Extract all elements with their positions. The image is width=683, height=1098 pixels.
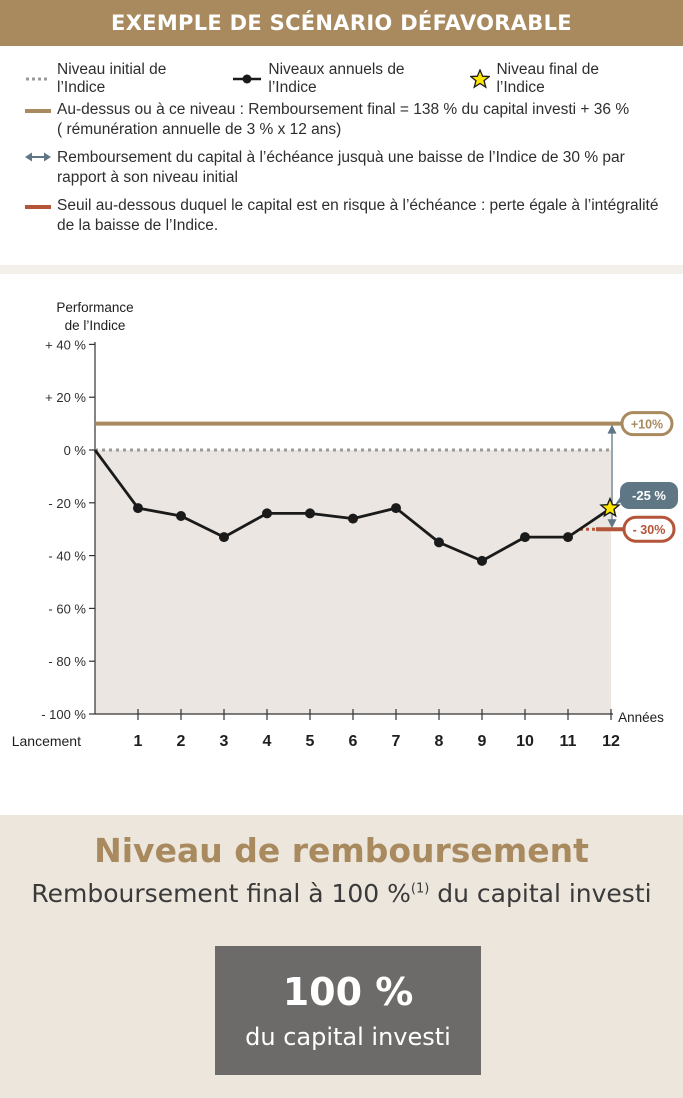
legend-above-line2: ( rémunération annuelle de 3 % x 12 ans) [57, 121, 342, 138]
performance-chart [0, 274, 683, 810]
data-point [348, 514, 358, 524]
legend-initial-label: Niveau initial de l’Indice [57, 61, 167, 96]
x-axis-title: Années [618, 710, 664, 725]
red-line-icon [25, 196, 51, 209]
legend-item-capital [25, 148, 665, 188]
data-point [434, 537, 444, 547]
legend-row-markers [25, 61, 665, 96]
chart-area [0, 265, 683, 819]
x-tick-label: 9 [477, 733, 487, 750]
dotted-line-icon [25, 76, 51, 82]
gold-line-icon [25, 100, 51, 113]
y-tick-label: - 100 % [41, 707, 86, 722]
data-point [520, 532, 530, 542]
data-point [176, 511, 186, 521]
legend-annual-label: Niveaux annuels de l’Indice [268, 61, 405, 96]
x-tick-label: 2 [176, 733, 186, 750]
legend-capital-line1: Remboursement du capital à l’échéance jusquà une baisse de l’Indice de 30 % par [57, 149, 625, 166]
y-tick-label: + 20 % [45, 390, 86, 406]
footnote-ref: (1) [410, 881, 430, 897]
x-tick-label: 11 [559, 733, 577, 750]
legend-risk-line1: Seuil au-dessous duquel le capital est en risque à l’échéance : perte égale à l’intégralité [57, 197, 659, 214]
data-point [133, 503, 143, 513]
scenario-title: EXEMPLE DE SCÉNARIO DÉFAVORABLE [111, 11, 572, 35]
line-dot-icon [232, 73, 262, 85]
legend-item-above [25, 100, 665, 140]
y-axis-title: Performance [56, 300, 134, 315]
repayment-subtitle-post: du capital investi [429, 879, 652, 908]
x-tick-label: 7 [391, 733, 401, 750]
data-point [262, 508, 272, 518]
y-tick-label: - 60 % [48, 601, 86, 617]
repayment-box [215, 946, 481, 1075]
y-tick-label: + 40 % [45, 337, 86, 353]
repayment-panel [0, 815, 683, 1098]
y-axis-title: de l’Indice [64, 318, 126, 333]
x-tick-label: 3 [219, 733, 229, 750]
x-tick-label: 5 [305, 733, 315, 750]
final-callout-label: -25 % [632, 488, 666, 503]
data-point [305, 508, 315, 518]
upper-threshold-label: +10% [630, 417, 664, 432]
legend-final-label: Niveau final de l’Indice [496, 61, 599, 96]
x-tick-label: 6 [348, 733, 358, 750]
repayment-subtitle-pre: Remboursement final à 100 % [31, 879, 411, 908]
arrow-head-up [608, 425, 617, 434]
legend [25, 61, 665, 236]
scenario-header [0, 0, 683, 46]
legend-item-initial [25, 61, 218, 97]
data-point [219, 532, 229, 542]
repayment-title: Niveau de remboursement [94, 831, 589, 870]
repayment-value: 100 % [282, 970, 414, 1014]
risk-threshold-label: - 30% [632, 523, 666, 538]
x-tick-label: 12 [602, 733, 620, 750]
data-point [477, 556, 487, 566]
repayment-subtitle [0, 879, 683, 908]
x-tick-label: Lancement [11, 733, 81, 749]
y-tick-label: - 80 % [48, 654, 86, 670]
x-tick-label: 4 [262, 733, 272, 750]
y-tick-label: - 20 % [48, 495, 86, 511]
x-tick-label: 1 [133, 733, 143, 750]
legend-item-final [470, 61, 651, 97]
x-tick-label: 10 [516, 733, 534, 750]
shaded-area [95, 450, 611, 714]
data-point [563, 532, 573, 542]
double-arrow-icon [25, 148, 51, 164]
legend-above-line1: Au-dessus ou à ce niveau : Remboursement final = 138 % du capital investi + 36 % [57, 101, 630, 118]
x-tick-label: 8 [434, 733, 444, 750]
legend-item-risk [25, 196, 665, 236]
y-tick-label: - 40 % [48, 548, 86, 564]
legend-capital-line2: rapport à son niveau initial [57, 169, 238, 186]
legend-item-annual [232, 61, 456, 97]
star-icon [470, 69, 490, 89]
legend-risk-line2: de la baisse de l’Indice. [57, 217, 219, 234]
data-point [391, 503, 401, 513]
repayment-caption: du capital investi [245, 1023, 451, 1051]
y-tick-label: 0 % [63, 443, 86, 458]
